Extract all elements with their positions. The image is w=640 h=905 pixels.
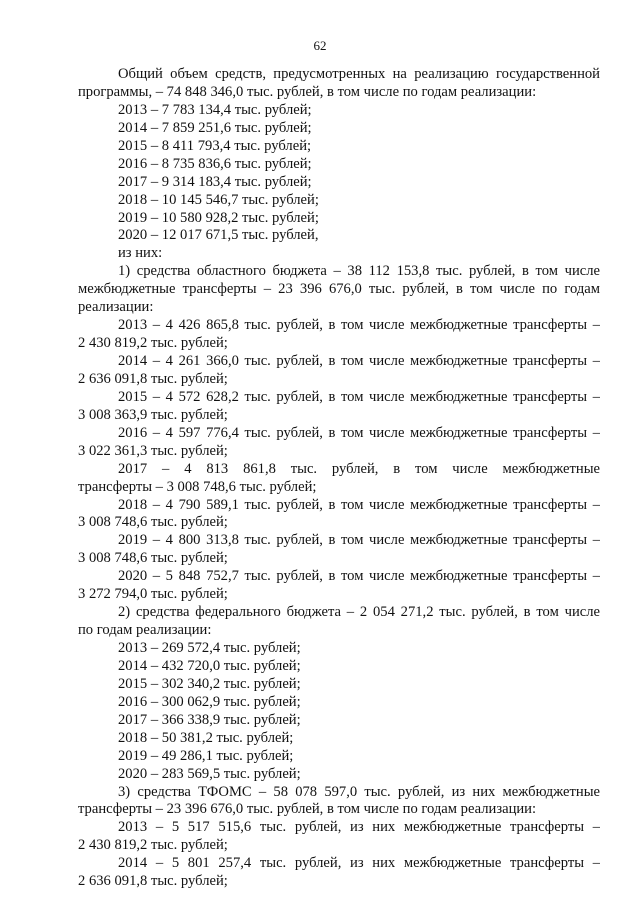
text-line: 2018 – 4 790 589,1 тыс. рублей, в том числе межбюджетные трансферты –	[118, 496, 600, 513]
text-line: 2019 – 4 800 313,8 тыс. рублей, в том числе межбюджетные трансферты –	[118, 532, 600, 549]
text-line: 2015 – 8 411 793,4 тыс. рублей;	[118, 137, 312, 154]
text-line: 2016 – 8 735 836,6 тыс. рублей;	[118, 155, 312, 172]
text-line: 2016 – 4 597 776,4 тыс. рублей, в том числе межбюджетные трансферты –	[118, 424, 600, 441]
text-line: 2017 – 4 813 861,8 тыс. рублей, в том числе межбюджетные	[118, 460, 600, 477]
text-line: 3 008 748,6 тыс. рублей;	[78, 514, 228, 531]
text-line: Общий объем средств, предусмотренных на реализацию государственной	[118, 66, 600, 82]
text-line: 2020 – 283 569,5 тыс. рублей;	[118, 765, 301, 782]
text-line: 2019 – 10 580 928,2 тыс. рублей;	[118, 209, 319, 226]
body-text	[78, 66, 600, 891]
text-line: 2017 – 9 314 183,4 тыс. рублей;	[118, 173, 312, 190]
text-line: 2 636 091,8 тыс. рублей;	[78, 873, 228, 890]
text-line: 2017 – 366 338,9 тыс. рублей;	[118, 711, 301, 728]
text-line: 2014 – 4 261 366,0 тыс. рублей, в том числе межбюджетные трансферты –	[118, 353, 600, 369]
text-line: программы, – 74 848 346,0 тыс. рублей, в том числе по годам реализации:	[78, 83, 537, 100]
page-number: 62	[313, 38, 327, 53]
text-line: 3 272 794,0 тыс. рублей;	[78, 586, 228, 603]
text-line: 2013 – 5 517 515,6 тыс. рублей, из них межбюджетные трансферты –	[118, 819, 600, 836]
text-line: 2) средства федерального бюджета – 2 054 271,2 тыс. рублей, в том числе	[118, 604, 600, 621]
text-line: 3 022 361,3 тыс. рублей;	[78, 442, 228, 459]
text-line: 2013 – 7 783 134,4 тыс. рублей;	[118, 101, 312, 118]
text-line: 2 430 819,2 тыс. рублей;	[78, 335, 228, 352]
text-line: 2020 – 5 848 752,7 тыс. рублей, в том числе межбюджетные трансферты –	[118, 568, 600, 585]
text-line: 2 636 091,8 тыс. рублей;	[78, 370, 228, 387]
text-line: 2016 – 300 062,9 тыс. рублей;	[118, 693, 301, 710]
text-line: 3 008 748,6 тыс. рублей;	[78, 550, 228, 567]
text-line: 2020 – 12 017 671,5 тыс. рублей,	[118, 227, 319, 244]
text-line: трансферты – 23 396 676,0 тыс. рублей, в том числе по годам реализации:	[78, 801, 537, 818]
text-line: по годам реализации:	[78, 622, 212, 639]
text-line: 2014 – 5 801 257,4 тыс. рублей, из них межбюджетные трансферты –	[118, 855, 600, 872]
text-line: 2018 – 10 145 546,7 тыс. рублей;	[118, 191, 319, 208]
text-line: 2015 – 302 340,2 тыс. рублей;	[118, 675, 301, 692]
text-line: 2013 – 4 426 865,8 тыс. рублей, в том числе межбюджетные трансферты –	[118, 317, 600, 334]
text-line: 2013 – 269 572,4 тыс. рублей;	[118, 640, 301, 656]
text-line: 2019 – 49 286,1 тыс. рублей;	[118, 747, 294, 764]
text-line: 3) средства ТФОМС – 58 078 597,0 тыс. рублей, из них межбюджетные	[118, 783, 600, 800]
text-line: реализации:	[78, 299, 154, 316]
text-line: межбюджетные трансферты – 23 396 676,0 тыс. рублей, в том числе по годам	[78, 281, 600, 298]
text-line: 2014 – 432 720,0 тыс. рублей;	[118, 657, 301, 674]
text-line: из них:	[118, 245, 163, 262]
text-line: 3 008 363,9 тыс. рублей;	[78, 406, 228, 423]
text-line: 2018 – 50 381,2 тыс. рублей;	[118, 729, 294, 746]
text-line: 2014 – 7 859 251,6 тыс. рублей;	[118, 119, 312, 136]
text-line: 2015 – 4 572 628,2 тыс. рублей, в том числе межбюджетные трансферты –	[118, 388, 600, 405]
text-line: 1) средства областного бюджета – 38 112 153,8 тыс. рублей, в том числе	[118, 263, 600, 280]
text-line: трансферты – 3 008 748,6 тыс. рублей;	[78, 478, 317, 495]
text-line: 2 430 819,2 тыс. рублей;	[78, 837, 228, 854]
